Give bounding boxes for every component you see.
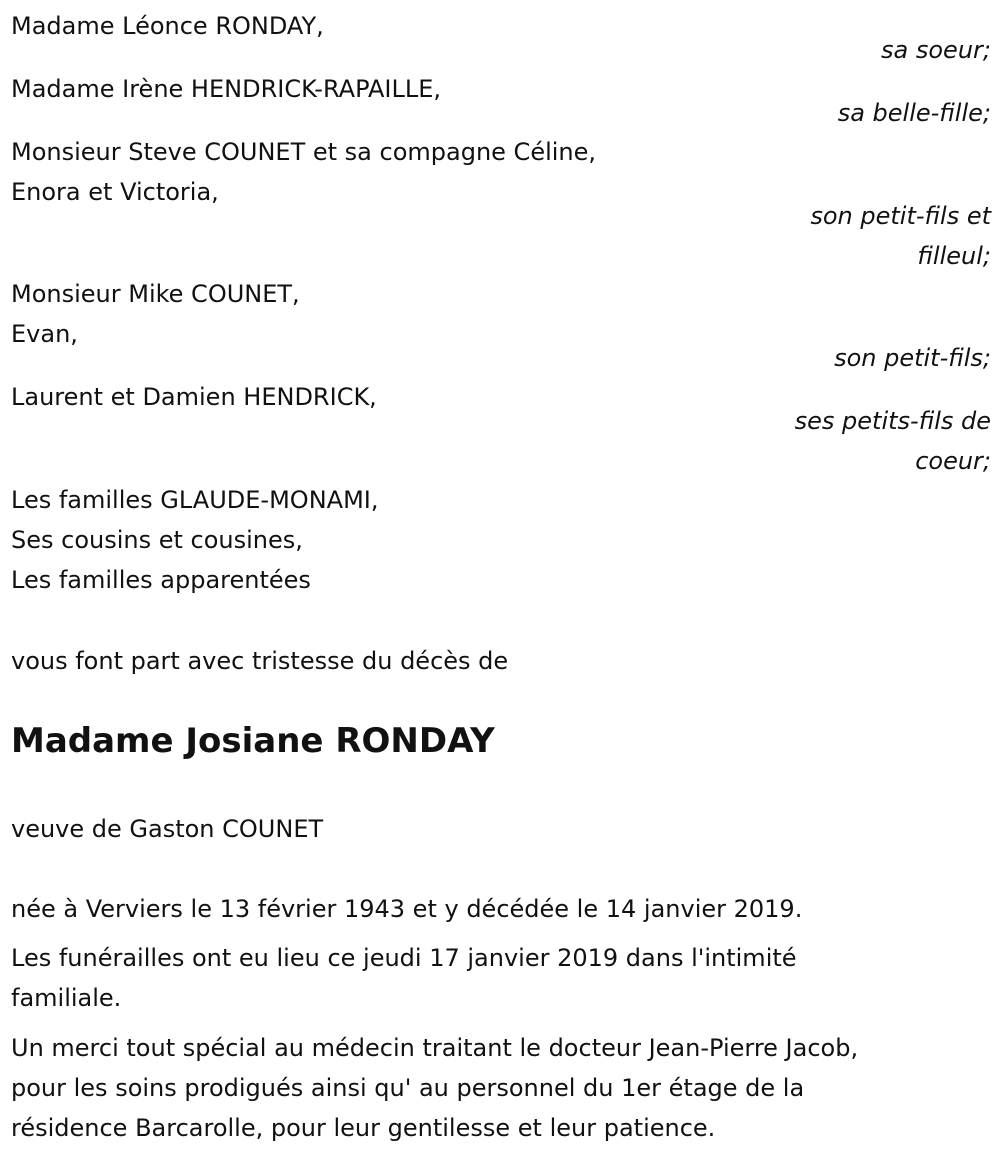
announcement-text: vous font part avec tristesse du décès de <box>11 647 509 675</box>
family-role: ses petits-fils de <box>794 407 991 435</box>
deceased-name: Madame Josiane RONDAY <box>11 721 495 761</box>
family-entry-grandson-godson <box>11 132 991 276</box>
family-name-line: Madame Léonce RONDAY, <box>11 12 324 40</box>
family-name-line: Monsieur Mike COUNET, <box>11 280 300 308</box>
family-entry-heart-grandsons <box>11 377 991 481</box>
birth-death-text: née à Verviers le 13 février 1943 et y décédée le 14 janvier 2019. <box>11 895 803 923</box>
family-role: filleul; <box>917 242 991 270</box>
deceased-block <box>11 719 991 764</box>
family-role: son petit-fils; <box>834 344 991 372</box>
widow-of <box>11 809 991 849</box>
announcement <box>11 641 991 681</box>
families-line: Les familles apparentées <box>11 566 311 594</box>
family-name-line: Madame Irène HENDRICK-RAPAILLE, <box>11 75 442 103</box>
family-name-line: Evan, <box>11 320 78 348</box>
family-role: son petit-fils et <box>810 202 991 230</box>
family-role: sa belle-fille; <box>837 99 991 127</box>
thanks-notice <box>11 1028 991 1148</box>
family-name-line: Laurent et Damien HENDRICK, <box>11 383 377 411</box>
funeral-notice <box>11 938 991 1018</box>
families-line: Ses cousins et cousines, <box>11 526 303 554</box>
family-entry-daughter-in-law <box>11 69 991 133</box>
birth-death <box>11 889 991 929</box>
family-role: coeur; <box>915 447 991 475</box>
extended-families <box>11 480 991 600</box>
family-entry-sister <box>11 6 991 70</box>
funeral-line: Les funérailles ont eu lieu ce jeudi 17 janvier 2019 dans l'intimité <box>11 944 797 972</box>
thanks-line: pour les soins prodigués ainsi qu' au personnel du 1er étage de la <box>11 1074 805 1102</box>
family-name-line: Monsieur Steve COUNET et sa compagne Céline, <box>11 138 597 166</box>
widow-of-text: veuve de Gaston COUNET <box>11 815 324 843</box>
family-role: sa soeur; <box>881 36 991 64</box>
family-entry-grandson <box>11 274 991 378</box>
family-name-line: Enora et Victoria, <box>11 178 219 206</box>
thanks-line: résidence Barcarolle, pour leur gentilesse et leur patience. <box>11 1114 716 1142</box>
funeral-line: familiale. <box>11 984 122 1012</box>
thanks-line: Un merci tout spécial au médecin traitant le docteur Jean-Pierre Jacob, <box>11 1034 859 1062</box>
families-line: Les familles GLAUDE-MONAMI, <box>11 486 379 514</box>
